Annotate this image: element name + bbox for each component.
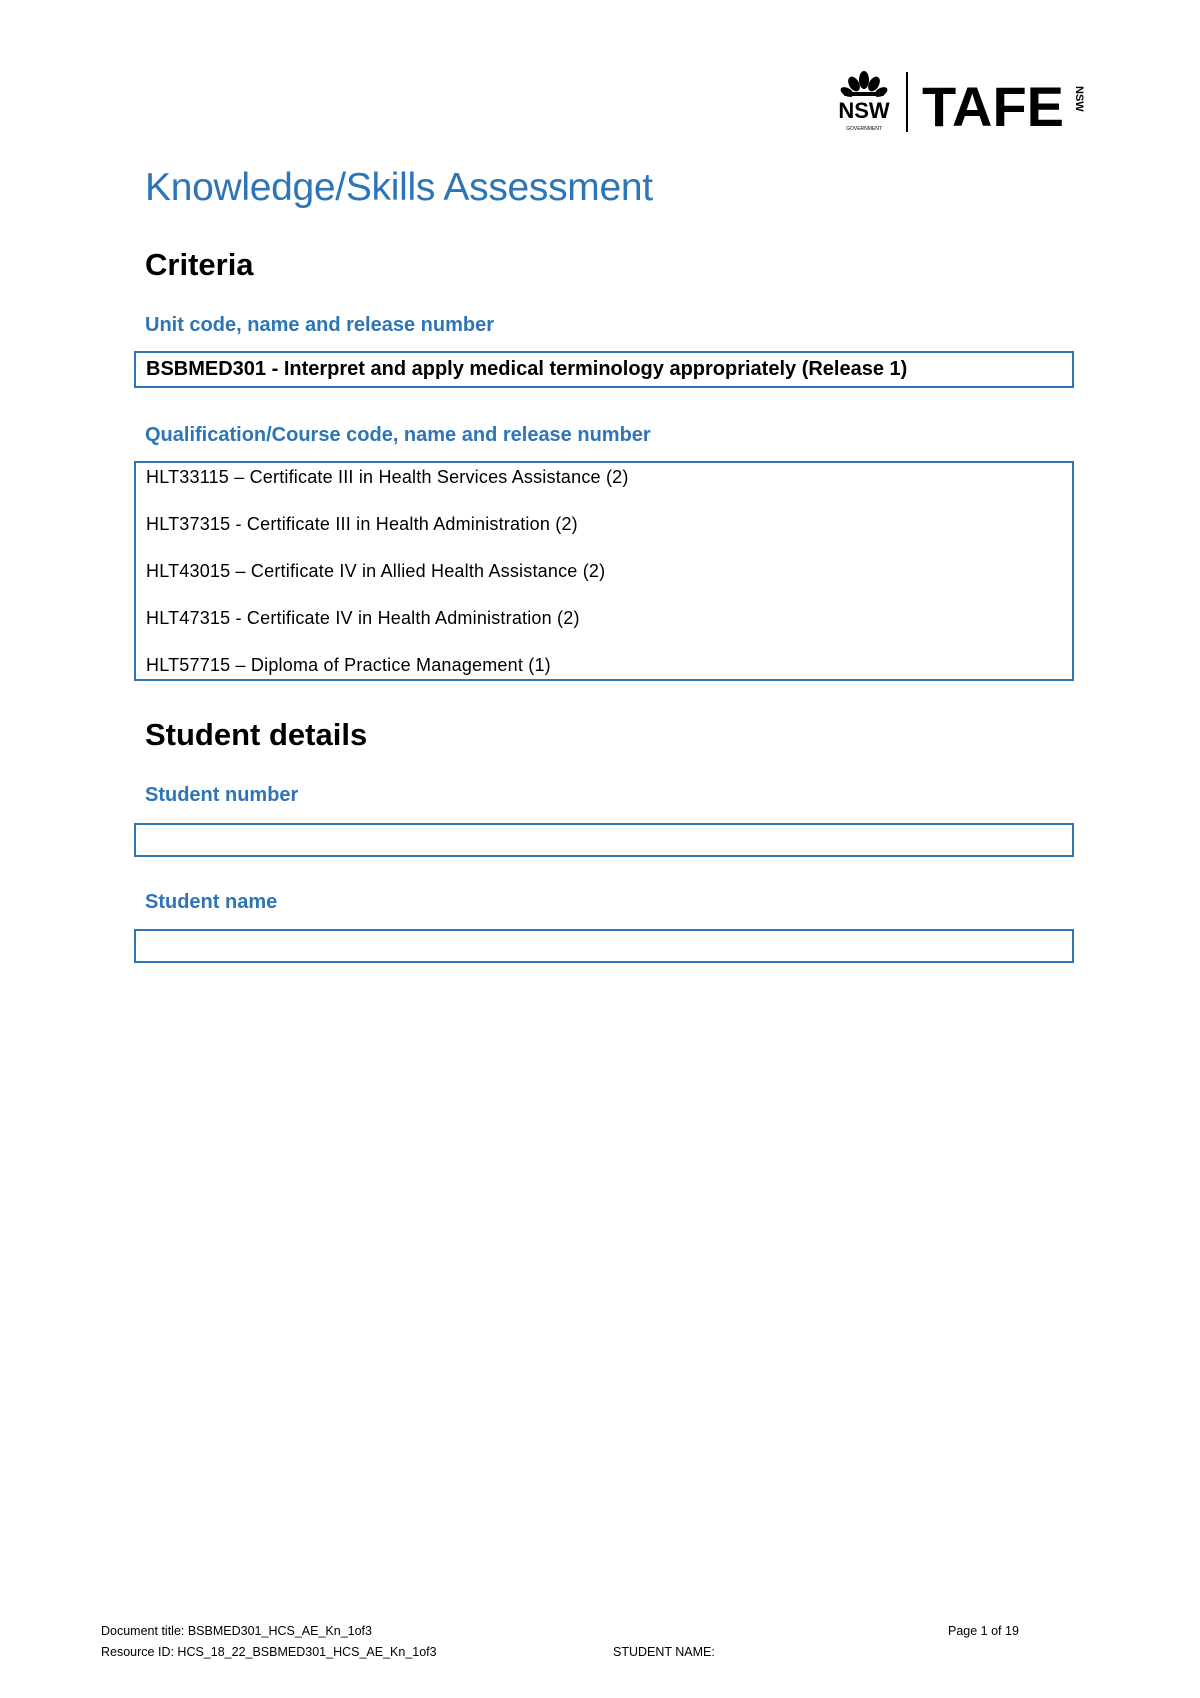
student-details-heading: Student details	[145, 717, 368, 752]
tafe-logo-subtext: NSW	[1073, 86, 1085, 112]
logo-divider	[906, 72, 908, 132]
student-name-field[interactable]	[134, 929, 1074, 963]
qualification-item: HLT47315 - Certificate IV in Health Administration (2)	[146, 608, 580, 628]
logo-area	[832, 68, 1094, 134]
waratah-icon	[839, 71, 889, 99]
student-number-label: Student number	[145, 784, 299, 806]
qualification-item: HLT37315 - Certificate III in Health Administration (2)	[146, 514, 578, 534]
nsw-logo-text: NSW	[838, 98, 890, 123]
footer-document-title: Document title: BSBMED301_HCS_AE_Kn_1of3	[101, 1624, 372, 1638]
student-name-label: Student name	[145, 891, 278, 913]
qualification-item: HLT33115 – Certificate III in Health Services Assistance (2)	[146, 467, 629, 487]
footer-resource-id: Resource ID: HCS_18_22_BSBMED301_HCS_AE_Kn_1of3	[101, 1645, 437, 1659]
footer-page-number: Page 1 of 19	[948, 1624, 1019, 1638]
footer-student-name-label: STUDENT NAME:	[613, 1645, 715, 1659]
student-name-value	[136, 931, 1072, 936]
qualification-item: HLT57715 – Diploma of Practice Management (1)	[146, 655, 551, 675]
student-number-value	[136, 825, 1072, 830]
criteria-heading: Criteria	[145, 247, 254, 282]
student-number-field[interactable]	[134, 823, 1074, 857]
qualification-box	[134, 461, 1074, 681]
unit-label: Unit code, name and release number	[145, 314, 494, 336]
qualification-item: HLT43015 – Certificate IV in Allied Health Assistance (2)	[146, 561, 606, 581]
unit-value: BSBMED301 - Interpret and apply medical terminology appropriately (Release 1)	[146, 358, 908, 380]
unit-box	[134, 351, 1074, 388]
nsw-logo-subtext: GOVERNMENT	[846, 126, 882, 132]
nsw-tafe-logo	[832, 68, 1094, 134]
page-title: Knowledge/Skills Assessment	[145, 166, 653, 209]
tafe-logo-text: TAFE	[922, 75, 1064, 134]
qualification-label: Qualification/Course code, name and release number	[145, 424, 651, 446]
